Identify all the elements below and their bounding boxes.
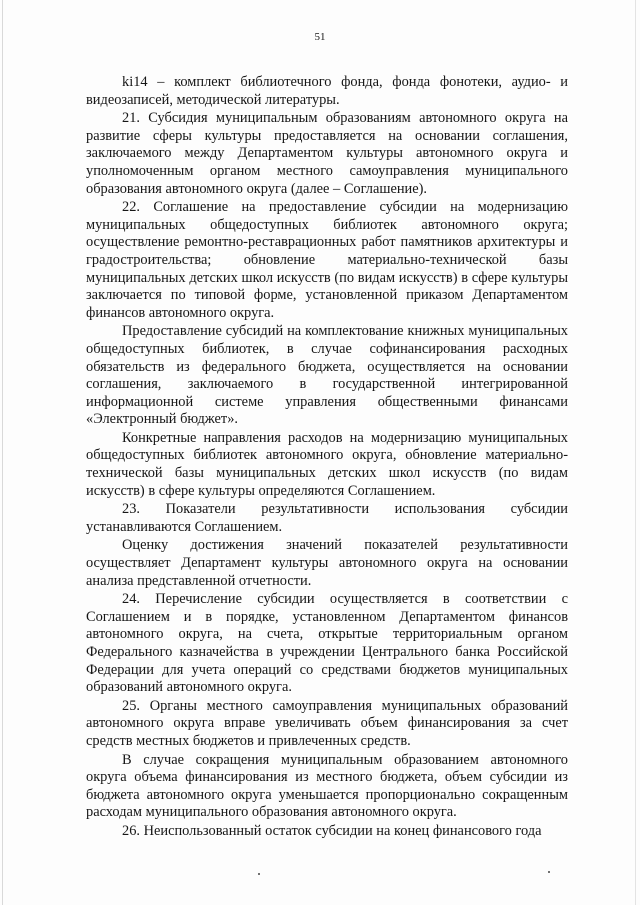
paragraph-evaluation: Оценку достижения значений показателей результативности осуществляет Департамент культуры автономного округа на основании анализа представленной отчетности. xyxy=(86,537,568,589)
paragraph-21: 21. Субсидия муниципальным образованиям автономного округа на развитие сферы культуры предоставляется на основании соглашения, заключаемого между Департаментом культуры автономного округа и уполномоченным органом местного самоуправления муниципального образования автономного округа (далее – Соглашение). xyxy=(86,110,568,197)
document-body xyxy=(86,74,568,842)
paragraph-22: 22. Соглашение на предоставление субсидии на модернизацию муниципальных общедоступных библиотек автономного округа; осуществление ремонтно-реставрационных работ памятников архитектуры и градостроительства; обновление материально-технической базы муниципальных детских школ искусств (по видам искусств) в сфере культуры заключается по типовой форме, установленной приказом Департаментом финансов автономного округа. xyxy=(86,199,568,321)
scan-edge-right xyxy=(635,0,636,905)
scan-speck xyxy=(258,873,260,875)
page-number: 51 xyxy=(314,31,326,43)
paragraph-subsidy-books: Предоставление субсидий на комплектование книжных муниципальных общедоступных библиотек, в случае софинансирования расходных обязательств из федерального бюджета, осуществляется на основании соглашения, заключаемого в государственной интегрированной информационной системе управления общественными финансами «Электронный бюджет». xyxy=(86,323,568,428)
paragraph-26: 26. Неиспользованный остаток субсидии на конец финансового года xyxy=(122,822,542,839)
paragraph-23: 23. Показатели результативности использования субсидии устанавливаются Соглашением. xyxy=(86,501,568,535)
paragraph-ki14: ki14 – комплект библиотечного фонда, фонда фонотеки, аудио- и видеозаписей, методической литературы. xyxy=(86,74,568,108)
paragraph-25: 25. Органы местного самоуправления муниципальных образований автономного округа вправе увеличивать объем финансирования за счет средств местных бюджетов и привлеченных средств. xyxy=(86,697,568,749)
paragraph-reduction: В случае сокращения муниципальным образованием автономного округа объема финансирования из местного бюджета, объем субсидии из бюджета автономного округа уменьшается пропорционально сокращенным расходам муниципального образования автономного округа. xyxy=(86,751,568,821)
paragraph-specific-directions: Конкретные направления расходов на модернизацию муниципальных общедоступных библиотек автономного округа, обновление материально-технической базы муниципальных детских школ искусств (по видам искусств) в сфере культуры определяются Соглашением. xyxy=(86,429,568,499)
scan-speck xyxy=(548,871,550,873)
paragraph-24: 24. Перечисление субсидии осуществляется в соответствии с Соглашением и в порядке, установленном Департаментом финансов автономного округа, на счета, открытые территориальным органом Федерального казначейства в учреждении Центрального банка Российской Федерации для учета операций со средствами бюджетов муниципальных образований автономного округа. xyxy=(86,591,568,696)
scan-edge-left xyxy=(2,0,3,905)
